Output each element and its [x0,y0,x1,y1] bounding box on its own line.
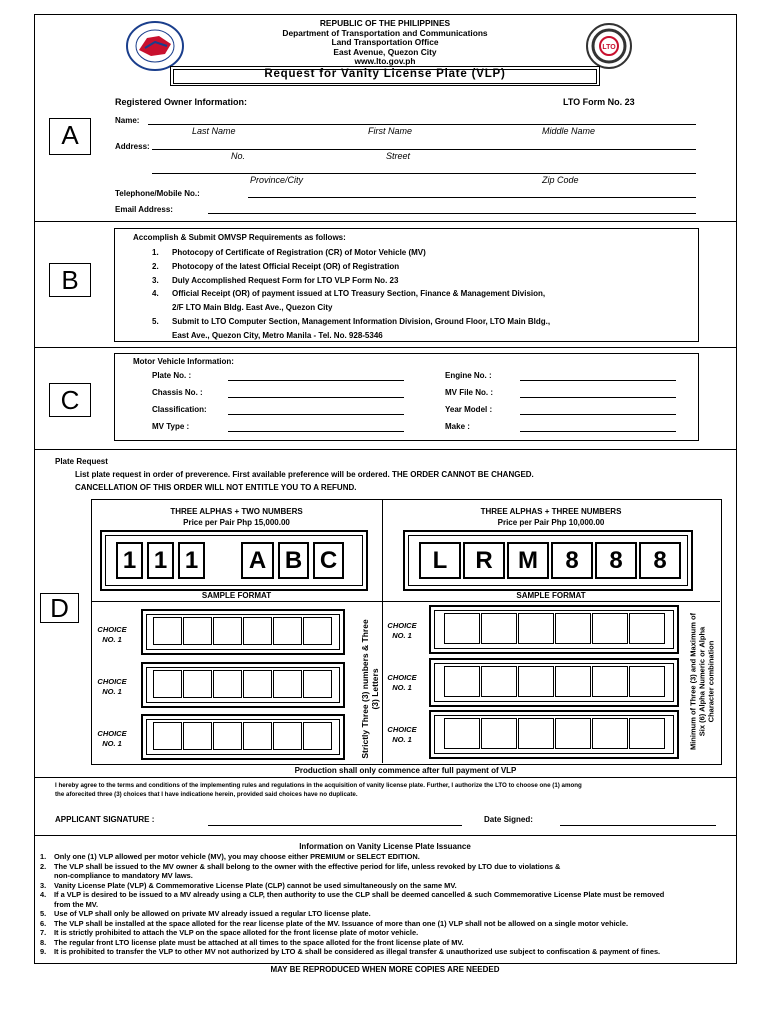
left-choice-label-2: CHOICE NO. 1 [97,677,127,696]
name-label: Name: [115,116,140,125]
requirement-item: 3. Duly Accomplished Request Form for LTO VLP Form No. 23 [152,275,399,285]
info-item: 8. The regular front LTO license plate must be attached at all times to the space alloted for the front license plate of MV. [40,937,464,947]
office-name: Land Transportation Office [331,37,439,48]
middle-name-caption: Middle Name [542,126,596,136]
make-label: Make : [445,422,470,431]
left-plate-title: THREE ALPHAS + TWO NUMBERS [170,507,303,516]
divider-a-b [34,221,736,222]
right-plate-title: THREE ALPHAS + THREE NUMBERS [480,507,622,516]
mv-file-no-input[interactable] [520,397,676,398]
requirement-item: 2. Photocopy of the latest Official Receipt (OR) of Registration [152,261,400,271]
right-side-note: Minimum of Three (3) and Maximum of Six (6) Alpha Numeric or Alpha Character combination [688,612,716,751]
website: www.lto.gov.ph [354,56,416,67]
info-item: non-compliance to mandatory MV laws. [54,871,193,880]
vehicle-info-heading: Motor Vehicle Information: [133,357,234,366]
right-sample-plate [403,530,693,591]
email-input-line[interactable] [208,213,696,214]
left-choice-label-3: CHOICE NO. 1 [97,729,127,748]
sample-char: 1 [147,542,174,579]
year-model-label: Year Model : [445,405,493,414]
right-plate-price: Price per Pair Php 10,000.00 [497,518,605,527]
address-label: Address: [115,142,150,151]
section-d-label: D [40,593,79,623]
left-sample-format-label: SAMPLE FORMAT [201,591,272,600]
form-number: LTO Form No. 23 [563,97,635,107]
form-title: Request for Vanity License Plate (VLP) [264,68,506,80]
info-item: 3. Vanity License Plate (VLP) & Commemorative License Plate (CLP) cannot be used simultaneously on the same MV. [40,880,457,890]
right-choice-label-2: CHOICE NO. 1 [387,673,417,692]
name-input-line[interactable] [148,124,696,125]
info-list [40,852,664,957]
sample-char: 8 [595,542,637,579]
section-c-label: C [49,383,91,417]
requirement-item: 5. Submit to LTO Computer Section, Management Information Division, Ground Floor, LTO Main Bldg., [152,316,551,326]
last-name-caption: Last Name [192,126,236,136]
first-name-caption: First Name [368,126,413,136]
address-street-line[interactable] [152,149,696,150]
requirement-item: 2/F LTO Main Bldg. East Ave., Quezon City [172,303,333,313]
requirements-list [152,246,550,343]
info-item: 6. The VLP shall be installed at the space alloted for the rear license plate of the MV. Issuance of more than one (1) VLP shall not be allowed on a single motor vehicle. [40,918,629,928]
requirement-item: 1. Photocopy of Certificate of Registration (CR) of Motor Vehicle (MV) [152,248,426,257]
plate-no-input[interactable] [228,380,404,381]
production-note: Production shall only commence after full payment of VLP [294,766,517,775]
mv-file-no-label: MV File No. : [445,388,493,397]
section-a-label: A [49,118,91,155]
info-item: 1. Only one (1) VLP allowed per motor vehicle (MV), you may choose either PREMIUM or SELECT EDITION. [40,852,420,861]
divider-c-d [34,449,736,450]
chassis-no-label: Chassis No. : [152,388,203,397]
left-plate-price: Price per Pair Php 15,000.00 [183,518,290,527]
zip-code-caption: Zip Code [542,175,579,185]
info-item: 4. If a VLP is desired to be issued to a MV already using a CLP, then authority to use the CLP shall be deemed cancelled & such Commemorative License Plate must be removed [40,890,665,899]
right-choice-plate-3[interactable] [429,710,679,759]
engine-no-input[interactable] [520,380,676,381]
right-choice-plate-2[interactable] [429,658,679,707]
email-label: Email Address: [115,205,173,214]
classification-label: Classification: [152,405,207,414]
requirement-item: 4. Official Receipt (OR) of payment issued at LTO Treasury Section, Finance & Management Division, [152,289,546,299]
right-choice-label-1: CHOICE NO. 1 [387,621,417,640]
province-city-caption: Province/City [250,175,304,185]
chassis-no-input[interactable] [228,397,404,398]
left-choice-label-1: CHOICE NO. 1 [97,625,127,644]
reproduce-footer: MAY BE REPRODUCED WHEN MORE COPIES ARE NEEDED [270,965,500,974]
sample-char: B [278,542,309,579]
applicant-signature-label: APPLICANT SIGNATURE : [55,815,155,824]
plate-no-label: Plate No. : [152,371,192,380]
sample-char: 8 [551,542,593,579]
address-province-line[interactable] [152,173,696,174]
requirement-item: East Ave., Quezon City, Metro Manila - Tel. No. 928-5346 [172,330,383,340]
dotc-seal [125,20,185,72]
section-b-label: B [49,263,91,297]
lto-seal [585,22,633,70]
republic-heading: REPUBLIC OF THE PHILIPPINES [319,18,451,28]
sample-char: C [313,542,344,579]
engine-no-label: Engine No. : [445,371,492,380]
right-choice-label-3: CHOICE NO. 1 [387,725,417,744]
sample-row-divider [91,601,720,602]
info-item: 5. Use of VLP shall only be allowed on private MV already issued a regular LTO license plate. [40,909,371,918]
info-item: 9. It is prohibited to transfer the VLP to other MV not authorized by LTO & shall be considered as illegal transfer & unauthorized use subject to confiscation & payment of fines. [40,947,661,956]
divider-d-agreement [34,777,736,778]
plate-request-divider [382,499,383,763]
plate-request-heading: Plate Request [55,457,108,466]
plate-request-instruction: List plate request in order of preverence. First available preference will be ordered. THE ORDER CANNOT BE CHANGED. [75,470,534,479]
sample-char: A [241,542,274,579]
make-input[interactable] [520,431,676,432]
left-side-note: Strictly Three (3) numbers & Three (3) Letters [360,619,380,759]
sample-char: M [507,542,549,579]
info-item: 7. It is strictly prohibited to attach the VLP on the space alloted for the front license plate of motor vehicle. [40,928,419,937]
divider-b-c [34,347,736,348]
left-choice-plate-1[interactable] [141,609,345,655]
sample-char: R [463,542,505,579]
requirements-heading: Accomplish & Submit OMVSP Requirements as follows: [133,233,346,242]
sample-char: 8 [639,542,681,579]
registered-owner-heading: Registered Owner Information: [115,97,248,107]
right-choice-plate-1[interactable] [429,605,679,654]
agreement-text: I hereby agree to the terms and conditions of the implementing rules and regulations in the acquisition of vanity license plate. Further, I authorize the LTO to choose one (1) among the aforecited three (3) choices that I have indicatione herein, provided said choices have no duplicate. [55,782,582,798]
no-caption: No. [231,151,246,161]
date-signed-line[interactable] [560,825,716,826]
sample-char: 1 [178,542,205,579]
divider-agreement-info [34,835,736,836]
info-heading: Information on Vanity License Plate Issuance [299,842,471,851]
date-signed-label: Date Signed: [484,815,533,824]
telephone-label: Telephone/Mobile No.: [115,189,200,198]
office-address: East Avenue, Quezon City [333,46,437,57]
info-item: from the MV. [54,899,99,909]
cancellation-notice: CANCELLATION OF THIS ORDER WILL NOT ENTITLE YOU TO A REFUND. [75,483,357,492]
right-sample-format-label: SAMPLE FORMAT [516,591,586,600]
year-model-input[interactable] [520,414,676,415]
sample-char: L [419,542,461,579]
info-item: 2. The VLP shall be issued to the MV owner & shall belong to the owner with the effective period for life, unless revoked by LTO due to violations & [40,861,561,871]
classification-input[interactable] [228,414,404,415]
svg-text:LTO: LTO [602,44,616,51]
sample-char: 1 [116,542,143,579]
left-sample-plate [100,530,368,591]
mv-type-label: MV Type : [152,422,190,431]
applicant-signature-line[interactable] [208,825,462,826]
street-caption: Street [386,151,411,161]
mv-type-input[interactable] [228,431,404,432]
left-choice-plate-3[interactable] [141,714,345,760]
telephone-input-line[interactable] [248,197,696,198]
left-choice-plate-2[interactable] [141,662,345,708]
department-name: Department of Transportation and Communications [282,27,488,38]
